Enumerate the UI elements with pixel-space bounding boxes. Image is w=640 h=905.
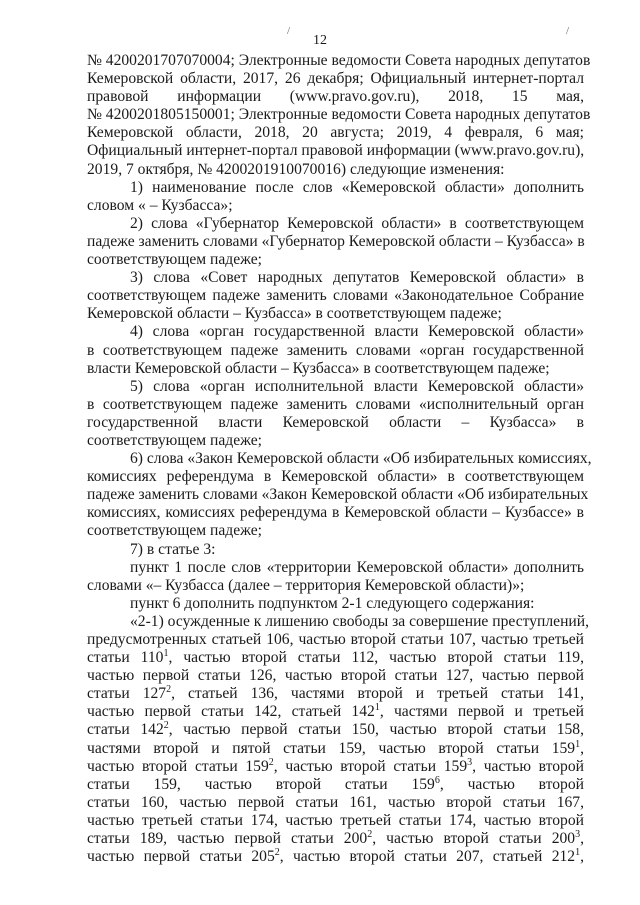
text-line: в соответствующем падеже заменить словами «орган государственной [87,341,584,359]
text-line: статьи 189, частью первой статьи $200^2$, частью второй статьи $200^3$, [87,829,584,848]
text-line: частью третьей статьи 174, частью третьей статьи 174, частью второй [87,811,584,829]
document-body [87,52,592,866]
text-line: соответствующем падеже заменить словами «Законодательное Собрание [87,287,584,305]
text-line: частью второй статьи $159^2$, частью второй статьи $159^3$, частью второй [87,756,584,775]
text-line: 6) слова «Закон Кемеровской области «Об избирательных комиссиях, [130,450,592,468]
scan-mark-right: / [566,25,570,37]
text-line: № 4200201805150001; Электронные ведомости Совета народных депутатов [87,106,591,124]
text-line: правовой информации (www.pravo.gov.ru), 2018, 15 мая, [87,88,584,106]
text-line: комиссиях референдума в Кемеровской области» в соответствующем [87,468,584,486]
text-line: частью первой статьи 126, частью второй статьи 127, частью первой [87,667,584,685]
text-line: власти Кемеровской области – Кузбасса» в соответствующем падеже; [87,359,550,377]
text-line: в соответствующем падеже заменить словами «исполнительный орган [87,395,584,413]
text-line: падеже заменить словами «Закон Кемеровской области «Об избирательных [87,486,589,504]
text-line: 1) наименование после слов «Кемеровской области» дополнить [130,178,584,196]
text-line: предусмотренных статьей 106, частью второй статьи 107, частью третьей [87,631,584,648]
text-line: статьи $110^1$, частью второй статьи 112, частью второй статьи 119, [87,648,584,667]
text-line: словами «– Кузбасса (далее – территория Кемеровской области)»; [87,576,525,594]
text-line: частью первой статьи $205^2$, частью второй статьи 207, статьей $212^1$, [87,847,584,866]
text-line: 2) слова «Губернатор Кемеровской области» в соответствующем [130,214,584,232]
text-line: государственной власти Кемеровской области – Кузбасса» в [87,413,584,431]
text-line: соответствующем падеже; [87,251,262,269]
text-line: соответствующем падеже; [87,431,262,449]
text-line: словом « – Кузбасса»; [87,196,233,214]
text-line: 5) слова «орган исполнительной власти Кемеровской области» [130,377,584,395]
text-line: № 4200201707070004; Электронные ведомости Совета народных депутатов [87,52,591,69]
text-line: Кемеровской области, 2018, 20 августа; 2019, 4 февраля, 6 мая; [87,124,584,142]
text-line: пункт 6 дополнить подпунктом 2-1 следующего содержания: [130,594,535,612]
text-line: статьи 160, частью первой статьи 161, частью второй статьи 167, [87,793,584,811]
text-line: Кемеровской области – Кузбасса» в соответствующем падеже; [87,305,502,323]
text-line: частью первой статьи 142, статьей $142^1$, частями первой и третьей [87,702,584,721]
text-line: падеже заменить словами «Губернатор Кемеровской области – Кузбасса» в [87,232,585,250]
text-line: пункт 1 после слов «территории Кемеровской области» дополнить [130,558,584,576]
text-line: «2-1) осужденные к лишению свободы за совершение преступлений, [130,612,590,630]
text-line: статьи 159, частью второй статьи $159^6$, частью второй [87,774,585,793]
text-line: соответствующем падеже; [87,522,262,540]
text-line: Кемеровской области, 2017, 26 декабря; Официальный интернет-портал [87,70,584,88]
text-line: 4) слова «орган государственной власти Кемеровской области» [130,323,584,341]
page-number: 12 [313,33,327,48]
text-line: комиссиях, комиссиях референдума в Кемеровской области – Кузбассе» в [87,504,584,522]
text-line: Официальный интернет-портал правовой информации (www.pravo.gov.ru), [87,142,585,160]
text-line: статьи $142^2$, частью первой статьи 150, частью второй статьи 158, [87,720,584,739]
text-line: 3) слова «Совет народных депутатов Кемеровской области» в [130,269,584,287]
text-line: статьи $127^2$, статьей 136, частями второй и третьей статьи 141, [87,684,584,703]
text-line: 7) в статье 3: [130,540,216,558]
scan-mark-left: / [287,25,291,37]
text-line: частями второй и пятой статьи 159, частью второй статьи $159^1$, [87,738,584,757]
text-line: 2019, 7 октября, № 4200201910070016) следующие изменения: [87,160,505,178]
